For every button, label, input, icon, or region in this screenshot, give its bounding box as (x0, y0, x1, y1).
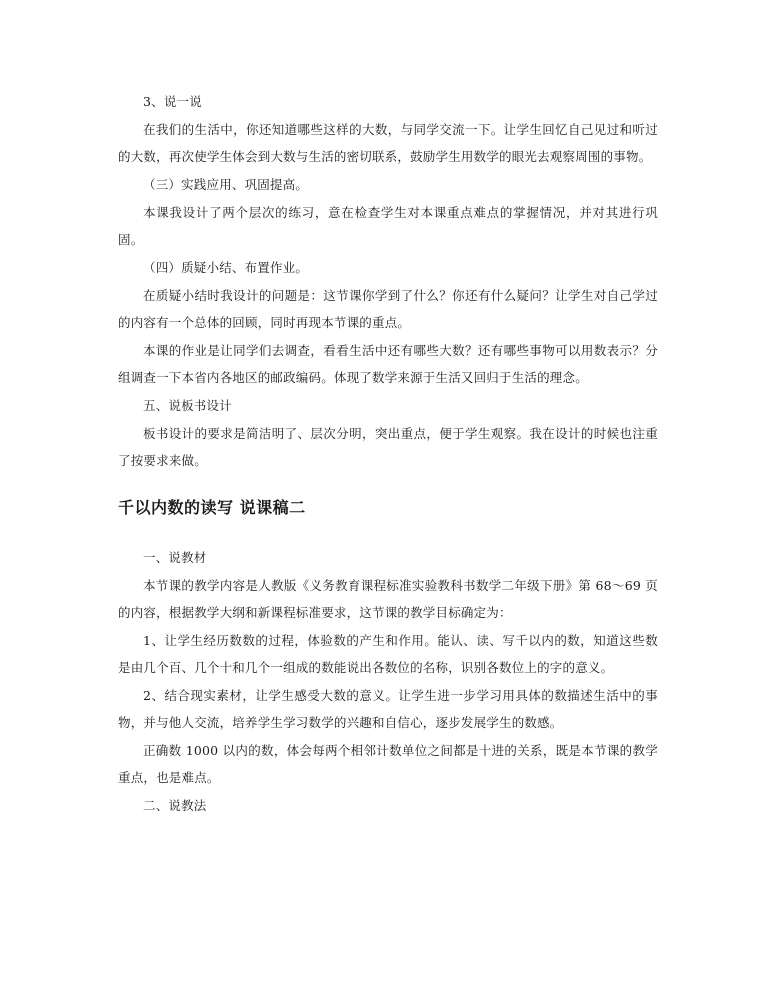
paragraph-material: 本节课的教学内容是人教版《义务教育课程标准实验教科书数学二年级下册》第 68～69 页的内容，根据教学大纲和新课程标准要求，这节课的教学目标确定为： (118, 578, 658, 620)
paragraph-goal-1: 1、让学生经历数数的过程，体验数的产生和作用。能认、读、写千以内的数，知道这些数是由几个百、几个十和几个一组成的数能说出各数位的名称，识别各数位上的字的意义。 (118, 633, 658, 675)
paragraph-homework: 本课的作业是让同学们去调查，看看生活中还有哪些大数？还有哪些事物可以用数表示？分组调查一下本省内各地区的邮政编码。体现了数学来源于生活又回归于生活的理念。 (118, 343, 658, 385)
heading-talk: 3、说一说 (143, 94, 202, 109)
paragraph-talk: 在我们的生活中，你还知道哪些这样的大数，与同学交流一下。让学生回忆自己见过和听过的大数，再次使学生体会到大数与生活的密切联系，鼓励学生用数学的眼光去观察周围的事物。 (118, 122, 658, 164)
heading-method: 二、说教法 (143, 798, 207, 813)
heading-material: 一、说教材 (143, 550, 207, 565)
heading-practice: （三）实践应用、巩固提高。 (143, 177, 309, 192)
paragraph-practice: 本课我设计了两个层次的练习，意在检查学生对本课重点难点的掌握情况，并对其进行巩固。 (118, 205, 658, 247)
heading-board-design: 五、说板书设计 (143, 398, 232, 413)
heading-summary: （四）质疑小结、布置作业。 (143, 260, 309, 275)
section-title: 千以内数的读写 说课稿二 (118, 498, 306, 517)
document-page (118, 88, 658, 820)
paragraph-goal-2: 2、结合现实素材，让学生感受大数的意义。让学生进一步学习用具体的数描述生活中的事物，并与他人交流，培养学生学习数学的兴趣和自信心，逐步发展学生的数感。 (118, 688, 658, 730)
paragraph-focus: 正确数 1000 以内的数，体会每两个相邻计数单位之间都是十进的关系，既是本节课的教学重点，也是难点。 (118, 743, 658, 785)
paragraph-board-design: 板书设计的要求是简洁明了、层次分明，突出重点，便于学生观察。我在设计的时候也注重了按要求来做。 (118, 426, 658, 468)
paragraph-summary: 在质疑小结时我设计的问题是：这节课你学到了什么？你还有什么疑问？让学生对自己学过的内容有一个总体的回顾，同时再现本节课的重点。 (118, 288, 658, 330)
